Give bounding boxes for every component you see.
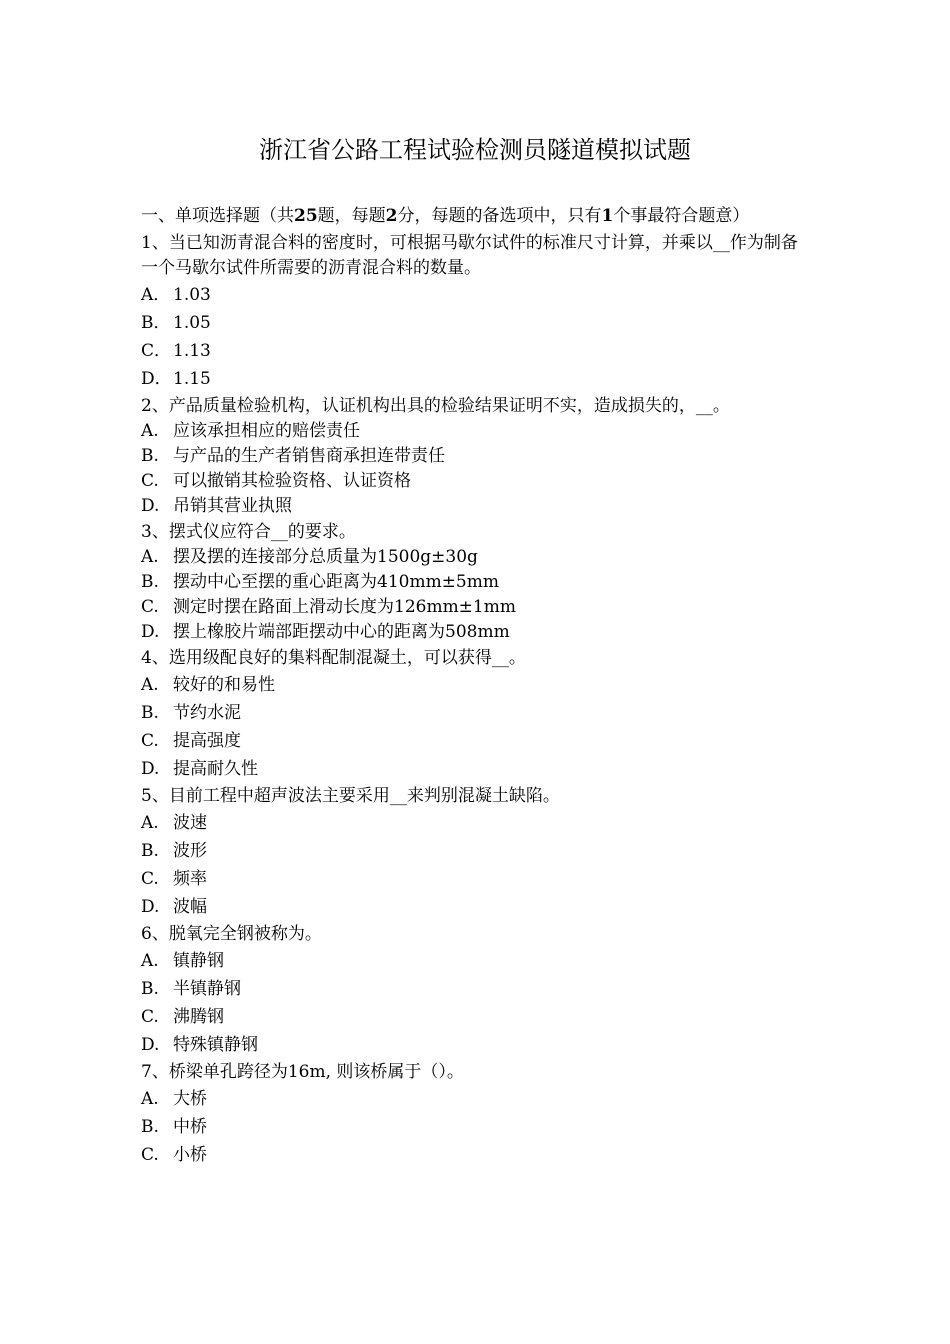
option-c: [141, 727, 811, 755]
question-text: 6、脱氧完全钢被称为。: [141, 924, 322, 944]
question-score: 2: [385, 206, 398, 226]
option-text: 摆上橡胶片端部距摆动中心的距离为508mm: [173, 622, 510, 642]
option-letter: A.: [141, 547, 159, 567]
option-text: 大桥: [173, 1089, 207, 1109]
option-c: [141, 1141, 811, 1169]
option-c: [141, 337, 811, 365]
option-text: 1.05: [173, 313, 211, 333]
option-d: [141, 1031, 811, 1059]
option-text: 1.15: [173, 369, 211, 389]
option-b: [141, 309, 811, 337]
option-a: [141, 947, 811, 975]
option-text: 波速: [173, 813, 207, 833]
option-letter: D.: [141, 1035, 160, 1055]
section-intro: [141, 204, 811, 229]
option-text: 摆动中心至摆的重心距离为410mm±5mm: [173, 572, 499, 592]
option-b: [141, 837, 811, 865]
page-title: 浙江省公路工程试验检测员隧道模拟试题: [259, 136, 691, 164]
option-letter: B.: [141, 446, 159, 466]
question-text: 3、摆式仪应符合__的要求。: [141, 522, 356, 542]
option-d: [141, 620, 811, 645]
section-intro-part: 个事最符合题意）: [613, 206, 750, 226]
option-b: [141, 444, 811, 469]
option-letter: B.: [141, 1117, 159, 1137]
option-letter: B.: [141, 979, 159, 999]
question-text: 5、目前工程中超声波法主要采用__来判别混凝土缺陷。: [141, 786, 560, 806]
option-letter: D.: [141, 622, 160, 642]
option-text: 提高耐久性: [173, 759, 258, 779]
option-c: [141, 469, 811, 494]
option-a: [141, 281, 811, 309]
option-letter: C.: [141, 869, 159, 889]
option-text: 镇静钢: [173, 951, 224, 971]
option-letter: B.: [141, 703, 159, 723]
option-letter: C.: [141, 597, 159, 617]
option-text: 与产品的生产者销售商承担连带责任: [173, 446, 445, 466]
option-text: 节约水泥: [173, 703, 241, 723]
option-d: [141, 893, 811, 921]
option-b: [141, 975, 811, 1003]
option-text: 较好的和易性: [173, 675, 275, 695]
option-letter: D．: [141, 369, 172, 389]
option-letter: A.: [141, 1089, 159, 1109]
section-intro-part: 一、单项选择题（共: [141, 206, 294, 226]
option-text: 频率: [173, 869, 207, 889]
option-c: [141, 1003, 811, 1031]
option-d: [141, 365, 811, 393]
option-text: 摆及摆的连接部分总质量为1500g±30g: [173, 547, 478, 567]
option-letter: D.: [141, 897, 160, 917]
section-intro-part: 题，每题: [317, 206, 386, 226]
option-letter: D.: [141, 759, 160, 779]
option-letter: D.: [141, 496, 160, 516]
option-b: [141, 699, 811, 727]
option-letter: C.: [141, 471, 159, 491]
section-intro-part: 分，每题的备选项中，只有: [397, 206, 602, 226]
option-text: 1.03: [173, 285, 211, 305]
option-letter: C.: [141, 1145, 159, 1165]
option-letter: A．: [141, 285, 171, 305]
option-d: [141, 755, 811, 783]
option-text: 吊销其营业执照: [173, 496, 292, 516]
option-letter: A.: [141, 813, 159, 833]
option-text: 1.13: [173, 341, 211, 361]
option-text: 半镇静钢: [173, 979, 241, 999]
option-letter: B.: [141, 572, 159, 592]
option-a: [141, 419, 811, 444]
option-text: 特殊镇静钢: [173, 1035, 258, 1055]
option-letter: A.: [141, 421, 159, 441]
option-letter: C.: [141, 1007, 159, 1027]
question-text: 7、桥梁单孔跨径为16m, 则该桥属于（）。: [141, 1062, 464, 1082]
option-b: [141, 1113, 811, 1141]
question-text: 4、选用级配良好的集料配制混凝土，可以获得__。: [141, 648, 526, 668]
option-c: [141, 865, 811, 893]
option-text: 波幅: [173, 897, 207, 917]
question-text: 2、产品质量检验机构，认证机构出具的检验结果证明不实，造成损失的，__。: [141, 396, 730, 416]
option-a: [141, 1085, 811, 1113]
option-text: 可以撤销其检验资格、认证资格: [173, 471, 411, 491]
option-letter: C．: [141, 341, 172, 361]
option-letter: A.: [141, 675, 159, 695]
option-letter: C.: [141, 731, 159, 751]
option-a: [141, 671, 811, 699]
question-count: 25: [294, 206, 318, 226]
option-d: [141, 494, 811, 519]
question-text: 1、当已知沥青混合料的密度时，可根据马歇尔试件的标准尺寸计算，并乘以__作为制备一个马歇尔试件所需要的沥青混合料的数量。: [141, 233, 798, 278]
option-letter: B．: [141, 313, 171, 333]
option-text: 波形: [173, 841, 207, 861]
option-a: [141, 545, 811, 570]
answer-count: 1: [601, 206, 614, 226]
option-b: [141, 570, 811, 595]
option-text: 沸腾钢: [173, 1007, 224, 1027]
document-body: [141, 204, 811, 1169]
option-text: 提高强度: [173, 731, 241, 751]
option-text: 中桥: [173, 1117, 207, 1137]
option-text: 测定时摆在路面上滑动长度为126mm±1mm: [173, 597, 516, 617]
option-letter: A.: [141, 951, 159, 971]
option-text: 应该承担相应的赔偿责任: [173, 421, 360, 441]
option-c: [141, 595, 811, 620]
option-text: 小桥: [173, 1145, 207, 1165]
option-letter: B.: [141, 841, 159, 861]
option-a: [141, 809, 811, 837]
